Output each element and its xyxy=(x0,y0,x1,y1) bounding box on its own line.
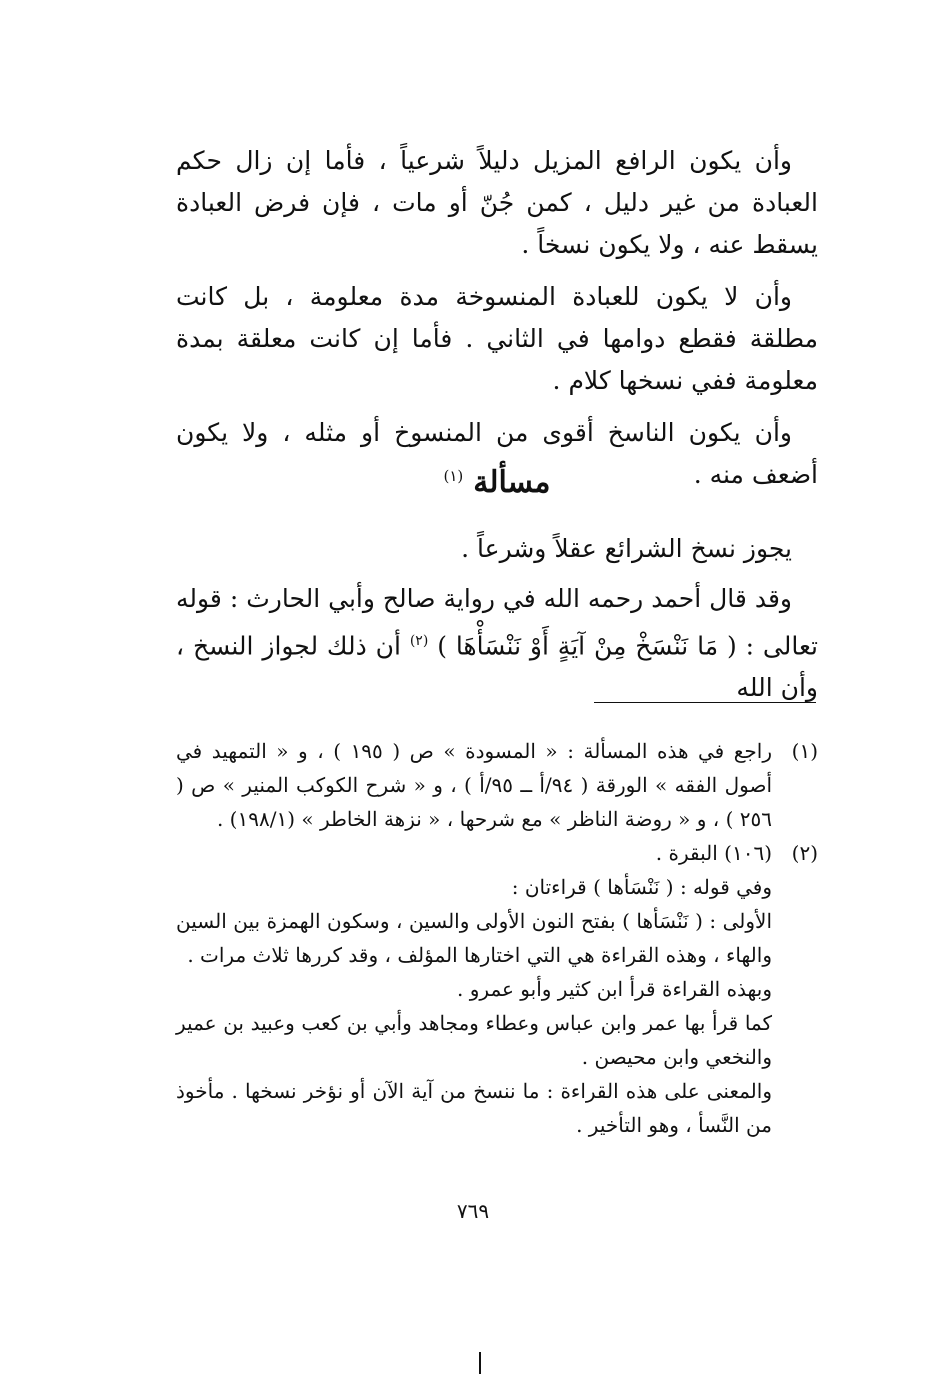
paragraph-fixed-duration: وأن لا يكون للعبادة المنسوخة مدة معلومة ، بل كانت مطلقة فقطع دوامها في الثاني . فأما إن كانت معلقة بمدة معلومة ففي نسخها كلام . xyxy=(176,282,818,395)
section-title: مسألة xyxy=(473,465,551,500)
footnote-line: راجع في هذه المسألة : « المسودة » ص ( ١٩٥ ) ، و « التمهيد في أصول الفقه » الورقة ( ٩٤/أ ــ ٩٥/أ ) ، و « شرح الكوكب المنير » ص ( ٢٥٦ ) ، و « روضة الناظر » مع شرحها ، « نزهة الخاطر » (١٩٨/١) . xyxy=(176,739,773,831)
footnotes xyxy=(176,734,818,1142)
footnote-line: وفي قوله : ( نَنْسَأها ) قراءتان : xyxy=(511,875,772,899)
footnote-body xyxy=(176,836,772,1142)
footnote-line: وبهذه القراءة قرأ ابن كثير وأبو عمرو . xyxy=(457,977,772,1001)
quote-continuation: أن ذلك لجواز النسخ ، وأن الله xyxy=(176,631,818,703)
footnote-reference-1: (١) xyxy=(443,467,464,485)
footnote-2 xyxy=(176,836,818,1142)
section-body xyxy=(176,528,818,717)
paragraph-abrogator-strength: وأن يكون الناسخ أقوى من المنسوخ أو مثله ، ولا يكون أضعف منه . xyxy=(176,418,818,489)
footnote-line: كما قرأ بها عمر وابن عباس وعطاء ومجاهد وأبي بن كعب وعبيد بن عمير والنخعي وابن محيصن . xyxy=(176,1011,772,1069)
paragraph-ahmad-quote xyxy=(176,578,818,709)
footnote-line: الأولى : ( نَنْسَأها ) بفتح النون الأولى والسين ، وسكون الهمزة بين السين والهاء ، وهذه القراءة هي التي اختارها المؤلف ، وقد كررها ثلاث مرات . xyxy=(176,909,772,967)
footnote-body xyxy=(176,734,772,836)
footnote-reference-2: (٢) xyxy=(409,633,429,649)
footnote-line: (١٠٦) البقرة . xyxy=(655,841,772,865)
page-number: ٧٦٩ xyxy=(456,1199,490,1223)
footnote-1 xyxy=(176,734,818,836)
footnote-number: (١) xyxy=(791,739,818,763)
paragraph-abrogation-permissible: يجوز نسخ الشرائع عقلاً وشرعاً . xyxy=(461,534,792,563)
quote-text: وقد قال أحمد رحمه الله في رواية صالح وأبي الحارث : قوله تعالى : ( مَا نَنْسَخْ مِنْ آيَةٍ أَوْ نَنْسَأْهَا ) xyxy=(176,584,819,661)
paragraph-abrogator-evidence: وأن يكون الرافع المزيل دليلاً شرعياً ، فأما إن زال حكم العبادة من غير دليل ، كمن جُنّ أو مات ، فإن فرض العبادة يسقط عنه ، ولا يكون نسخاً . xyxy=(176,146,818,259)
footnote-separator xyxy=(594,702,816,703)
scan-mark xyxy=(479,1352,481,1374)
footnote-line: والمعنى على هذه القراءة : ما ننسخ من آية الآن أو نؤخر نسخها . مأخوذ من النَّسأ ، وهو التأخير . xyxy=(176,1079,772,1137)
footnote-number: (٢) xyxy=(791,841,818,865)
section-heading xyxy=(176,452,818,507)
